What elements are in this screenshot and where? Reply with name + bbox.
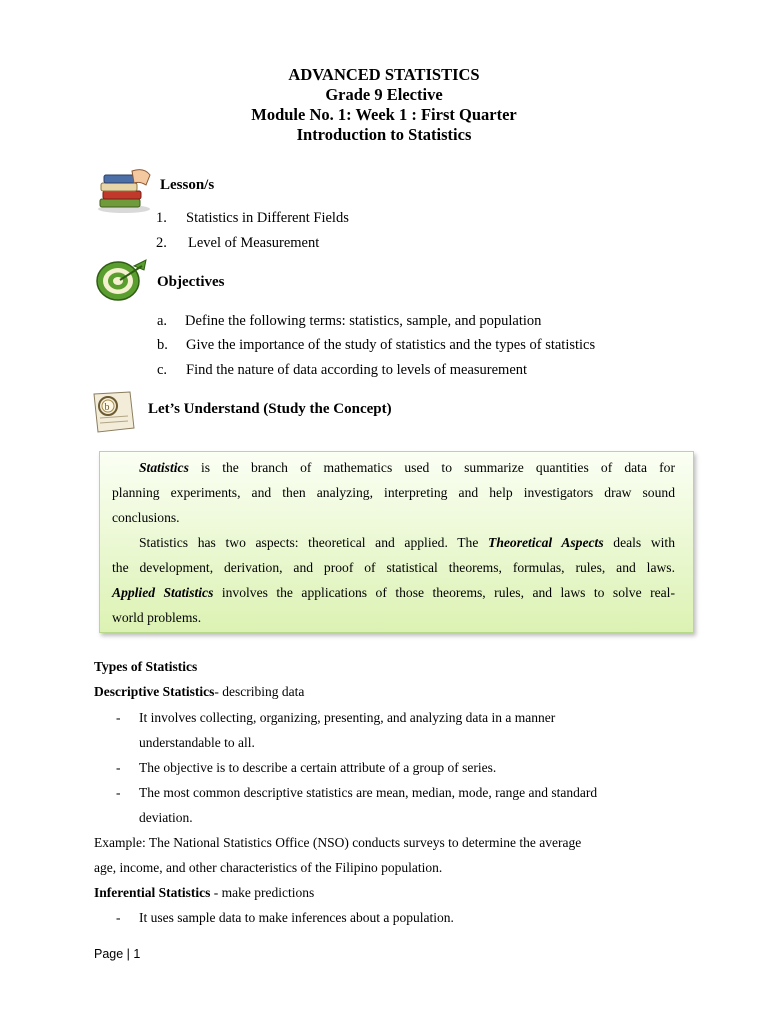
concept-p1-line3: conclusions. <box>112 510 180 525</box>
objective-item-c-text: Find the nature of data according to levels of measurement <box>186 362 528 378</box>
module-title: ADVANCED STATISTICS <box>288 65 480 84</box>
study-paper-icon <box>86 388 142 436</box>
lesson-item-2-number: 2. <box>156 235 167 251</box>
example-line2: age, income, and other characteristics of the Filipino population. <box>94 860 443 875</box>
concept-term-theoretical: Theoretical Aspects <box>488 535 604 550</box>
descriptive-bullet-1-line2: understandable to all. <box>139 735 255 750</box>
understand-heading: Let’s Understand (Study the Concept) <box>148 401 392 417</box>
bullet-dash: - <box>116 760 121 775</box>
bullet-dash: - <box>116 910 121 925</box>
lesson-item-1-number: 1. <box>156 210 167 226</box>
concept-p2-line3: Applied Statistics involves the applications of those theorems, rules, and laws to solve real- <box>112 585 675 600</box>
concept-p2-line1: Statistics has two aspects: theoretical and applied. The Theoretical Aspects deals with <box>139 535 675 550</box>
books-icon <box>94 165 154 215</box>
inferential-heading: Inferential Statistics - make predictions <box>94 885 315 900</box>
concept-p1-line1: Statistics is the branch of mathematics used to summarize quantities of data for <box>139 460 675 475</box>
bullet-dash: - <box>116 710 121 725</box>
descriptive-heading: Descriptive Statistics- describing data <box>94 684 305 699</box>
objective-item-c-letter: c. <box>157 362 168 378</box>
descriptive-bullet-2: The objective is to describe a certain attribute of a group of series. <box>139 760 497 775</box>
descriptive-bullet-3-line1: The most common descriptive statistics are mean, median, mode, range and standard <box>139 785 598 800</box>
objectives-heading: Objectives <box>157 274 225 290</box>
objective-item-b-text: Give the importance of the study of statistics and the types of statistics <box>186 337 596 353</box>
descriptive-bullet-1-line1: It involves collecting, organizing, presenting, and analyzing data in a manner <box>139 710 556 725</box>
inferential-bullet-1: It uses sample data to make inferences about a population. <box>139 910 454 925</box>
module-week-subtitle: Module No. 1: Week 1 : First Quarter <box>251 105 517 124</box>
objective-item-a-letter: a. <box>157 313 168 329</box>
objective-item-b-letter: b. <box>157 337 168 353</box>
concept-box <box>99 451 694 633</box>
concept-p2-line2: the development, derivation, and proof of statistical theorems, formulas, rules, and laws. <box>112 560 675 575</box>
target-icon <box>94 258 150 304</box>
example-line1: Example: The National Statistics Office (NSO) conducts surveys to determine the average <box>94 835 582 850</box>
svg-text:b: b <box>104 402 110 413</box>
descriptive-bullet-3-line2: deviation. <box>139 810 193 825</box>
objective-item-a-text: Define the following terms: statistics, sample, and population <box>185 313 542 329</box>
concept-term-applied: Applied Statistics <box>112 585 214 600</box>
bullet-dash: - <box>116 785 121 800</box>
concept-p2-line4: world problems. <box>112 610 202 625</box>
page-number: Page | 1 <box>94 947 141 961</box>
lessons-heading: Lesson/s <box>160 177 215 193</box>
concept-p1-line2: planning experiments, and then analyzing, interpreting and help investigators draw sound <box>112 485 675 500</box>
concept-term-statistics: Statistics <box>139 460 189 475</box>
grade-subtitle: Grade 9 Elective <box>325 85 443 104</box>
topic-subtitle: Introduction to Statistics <box>296 125 472 144</box>
types-heading: Types of Statistics <box>94 659 198 674</box>
lesson-item-1-text: Statistics in Different Fields <box>186 210 349 226</box>
lesson-item-2-text: Level of Measurement <box>188 235 320 251</box>
